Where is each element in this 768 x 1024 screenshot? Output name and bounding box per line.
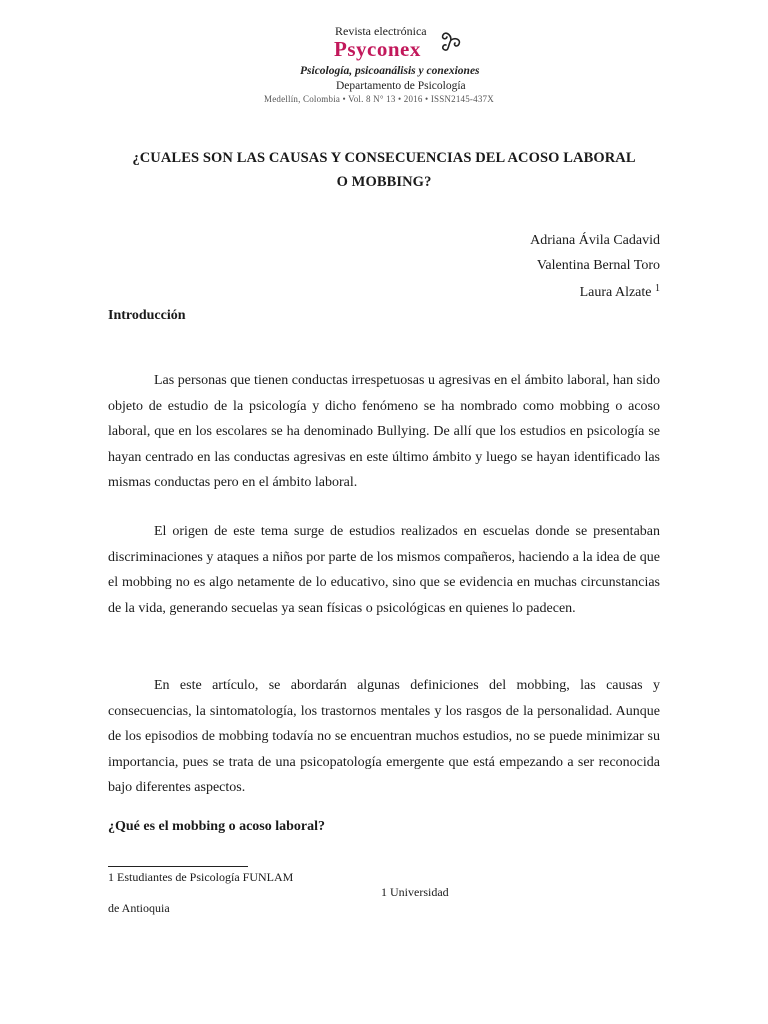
section-heading-introduction: Introducción bbox=[108, 308, 186, 323]
author-3: Laura Alzate $^1$ bbox=[579, 283, 660, 300]
article-title bbox=[100, 146, 668, 194]
paragraph-3: En este artículo, se abordarán algunas definiciones del mobbing, las causas y consecuencias, la sintomatología, los trastornos mentales y los rasgos de la personalidad. Aunque de los episodios de mobbing todavía no se encuentran muchos estudios, no se puede minimizar su importancia, pues se trata de una psicopatología emergente que está empezando a ser reconocida bajo diferentes aspectos. bbox=[108, 678, 660, 795]
journal-brand: Psyconex bbox=[334, 37, 421, 61]
triskelion-icon bbox=[436, 26, 466, 54]
article-title-line-2: O MOBBING? bbox=[336, 174, 432, 190]
paragraph-1: Las personas que tienen conductas irrespetuosas u agresivas en el ámbito laboral, han sido objeto de estudio de la psicología y dicho fenómeno se ha nombrado como mobbing o acoso laboral, que en los escolares se ha denominado Bullying. De allí que los estudios en psicología se hayan centrado en las conductas agresivas en este último ámbito y luego se hayan identificado las mismas conductas pero en el ámbito laboral. bbox=[108, 373, 660, 490]
footnote-line-2: 1 Universidad bbox=[381, 885, 449, 899]
footnote-divider bbox=[108, 866, 248, 867]
footnote-line-3: de Antioquia bbox=[108, 901, 170, 915]
journal-masthead bbox=[0, 24, 768, 104]
journal-label: Revista electrónica bbox=[335, 24, 427, 38]
author-2: Valentina Bernal Toro bbox=[536, 258, 660, 273]
journal-department: Departamento de Psicología bbox=[336, 80, 466, 92]
author-1: Adriana Ávila Cadavid bbox=[530, 233, 660, 248]
article-title-line-1: ¿CUALES SON LAS CAUSAS Y CONSECUENCIAS DEL ACOSO LABORAL bbox=[132, 150, 636, 166]
footnote-line-1: 1 Estudiantes de Psicología FUNLAM bbox=[108, 870, 294, 884]
journal-tagline: Psicología, psicoanálisis y conexiones bbox=[300, 65, 480, 77]
paragraph-2: El origen de este tema surge de estudios realizados en escuelas donde se presentaban discriminaciones y ataques a niños por parte de los mismos compañeros, haciendo a la idea de que el mobbing no es algo netamente de lo educativo, sino que se evidencia en muchas circunstancias de la vida, generando secuelas ya sean físicas o psicológicas en quienes lo padecen. bbox=[108, 524, 660, 616]
section-heading-question: ¿Qué es el mobbing o acoso laboral? bbox=[108, 819, 326, 834]
footnote-marker: 1 bbox=[655, 283, 660, 294]
journal-meta: Medellín, Colombia • Vol. 8 N° 13 • 2016 • ISSN2145-437X bbox=[264, 94, 494, 104]
